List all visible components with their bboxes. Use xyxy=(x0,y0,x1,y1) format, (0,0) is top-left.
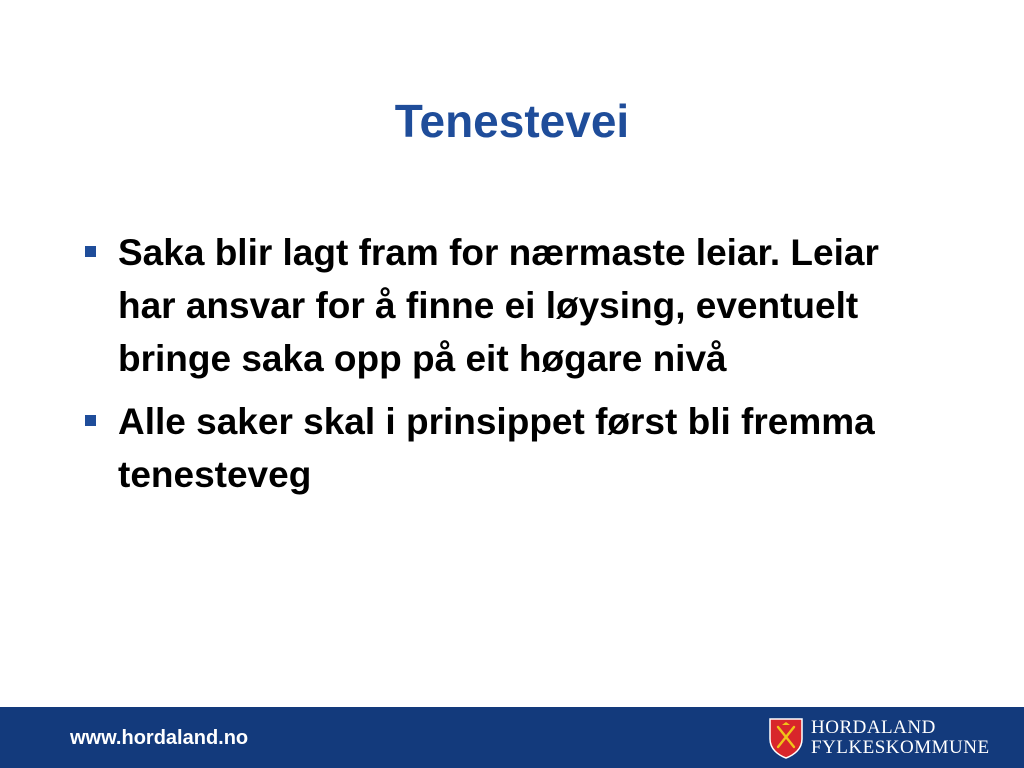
bullet-text: Alle saker skal i prinsippet først bli fremma tenesteveg xyxy=(118,401,875,495)
shield-icon xyxy=(768,717,804,759)
bullet-item xyxy=(82,395,942,501)
footer-bar xyxy=(0,707,1024,768)
bullet-item xyxy=(82,226,942,385)
bullet-square-icon xyxy=(85,415,96,426)
logo-text xyxy=(811,718,990,758)
slide-title: Tenestevei xyxy=(394,95,630,147)
logo-line-1: HORDALAND xyxy=(811,717,936,738)
bullet-text: Saka blir lagt fram for nærmaste leiar. Leiar har ansvar for å finne ei løysing, eventuelt bringe saka opp på eit høgare nivå xyxy=(118,232,879,379)
footer-url-link[interactable]: www.hordaland.no xyxy=(70,727,249,749)
logo-line-2: FYLKESKOMMUNE xyxy=(811,737,990,758)
bullet-square-icon xyxy=(85,246,96,257)
bullet-list xyxy=(82,226,942,511)
hordaland-logo xyxy=(768,717,1004,761)
